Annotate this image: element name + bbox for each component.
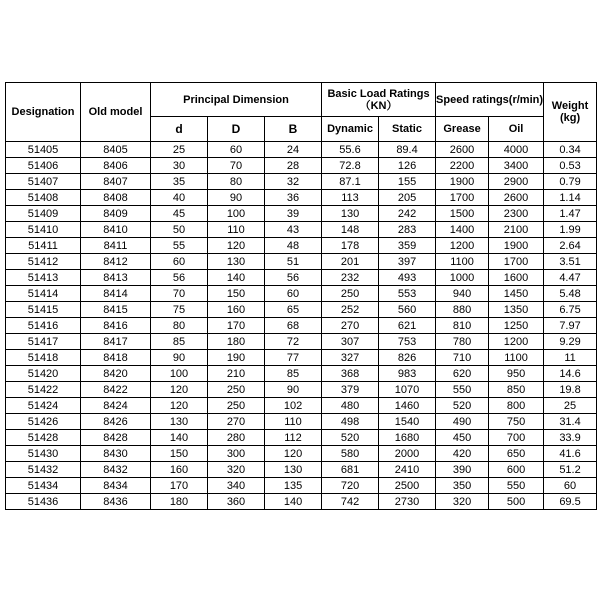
cell-grease: 390 (436, 462, 489, 478)
table-row (6, 286, 597, 302)
cell-static: 553 (379, 286, 436, 302)
cell-designation: 51428 (6, 430, 81, 446)
cell-weight: 4.47 (544, 270, 597, 286)
cell-d: 180 (151, 494, 208, 510)
table-row (6, 254, 597, 270)
bearing-spec-table (5, 82, 597, 510)
cell-B: 36 (265, 190, 322, 206)
cell-grease: 420 (436, 446, 489, 462)
cell-oil: 700 (489, 430, 544, 446)
cell-oil: 1700 (489, 254, 544, 270)
cell-D: 120 (208, 238, 265, 254)
cell-D: 150 (208, 286, 265, 302)
cell-dynamic: 178 (322, 238, 379, 254)
cell-weight: 19.8 (544, 382, 597, 398)
table-row (6, 478, 597, 494)
cell-designation: 51407 (6, 174, 81, 190)
cell-D: 60 (208, 142, 265, 158)
table-row (6, 430, 597, 446)
cell-dynamic: 113 (322, 190, 379, 206)
table-header (6, 83, 597, 142)
cell-old-model: 8414 (81, 286, 151, 302)
cell-weight: 0.34 (544, 142, 597, 158)
table-row (6, 382, 597, 398)
cell-designation: 51411 (6, 238, 81, 254)
cell-D: 90 (208, 190, 265, 206)
cell-dynamic: 681 (322, 462, 379, 478)
header-weight-line1: Weight (551, 100, 589, 112)
cell-B: 32 (265, 174, 322, 190)
cell-weight: 1.99 (544, 222, 597, 238)
cell-designation: 51418 (6, 350, 81, 366)
cell-B: 135 (265, 478, 322, 494)
cell-B: 65 (265, 302, 322, 318)
cell-oil: 1100 (489, 350, 544, 366)
cell-B: 68 (265, 318, 322, 334)
cell-old-model: 8428 (81, 430, 151, 446)
cell-static: 2500 (379, 478, 436, 494)
cell-designation: 51436 (6, 494, 81, 510)
cell-D: 250 (208, 382, 265, 398)
cell-static: 1460 (379, 398, 436, 414)
cell-grease: 1100 (436, 254, 489, 270)
cell-d: 45 (151, 206, 208, 222)
cell-old-model: 8408 (81, 190, 151, 206)
cell-B: 85 (265, 366, 322, 382)
cell-grease: 780 (436, 334, 489, 350)
cell-B: 43 (265, 222, 322, 238)
cell-designation: 51408 (6, 190, 81, 206)
cell-d: 100 (151, 366, 208, 382)
cell-dynamic: 720 (322, 478, 379, 494)
cell-old-model: 8412 (81, 254, 151, 270)
cell-grease: 1500 (436, 206, 489, 222)
cell-D: 280 (208, 430, 265, 446)
cell-D: 70 (208, 158, 265, 174)
cell-d: 56 (151, 270, 208, 286)
cell-d: 130 (151, 414, 208, 430)
cell-old-model: 8420 (81, 366, 151, 382)
cell-D: 110 (208, 222, 265, 238)
cell-old-model: 8432 (81, 462, 151, 478)
cell-D: 160 (208, 302, 265, 318)
header-speed-ratings: Speed ratings(r/min) (436, 83, 544, 117)
table-row (6, 446, 597, 462)
header-oil: Oil (489, 117, 544, 142)
cell-weight: 51.2 (544, 462, 597, 478)
cell-B: 140 (265, 494, 322, 510)
cell-old-model: 8436 (81, 494, 151, 510)
cell-D: 100 (208, 206, 265, 222)
cell-designation: 51409 (6, 206, 81, 222)
cell-D: 130 (208, 254, 265, 270)
cell-oil: 1200 (489, 334, 544, 350)
cell-weight: 25 (544, 398, 597, 414)
cell-B: 102 (265, 398, 322, 414)
header-designation: Designation (6, 83, 81, 142)
cell-d: 85 (151, 334, 208, 350)
cell-B: 72 (265, 334, 322, 350)
cell-old-model: 8418 (81, 350, 151, 366)
table-row (6, 158, 597, 174)
cell-weight: 9.29 (544, 334, 597, 350)
header-row-top (6, 83, 597, 117)
cell-oil: 2600 (489, 190, 544, 206)
cell-dynamic: 148 (322, 222, 379, 238)
cell-dynamic: 307 (322, 334, 379, 350)
cell-old-model: 8434 (81, 478, 151, 494)
cell-static: 560 (379, 302, 436, 318)
cell-B: 60 (265, 286, 322, 302)
cell-weight: 2.64 (544, 238, 597, 254)
cell-dynamic: 498 (322, 414, 379, 430)
cell-weight: 31.4 (544, 414, 597, 430)
cell-dynamic: 580 (322, 446, 379, 462)
cell-B: 110 (265, 414, 322, 430)
cell-designation: 51426 (6, 414, 81, 430)
table-row (6, 414, 597, 430)
cell-d: 120 (151, 382, 208, 398)
cell-dynamic: 252 (322, 302, 379, 318)
cell-grease: 350 (436, 478, 489, 494)
cell-dynamic: 742 (322, 494, 379, 510)
cell-d: 70 (151, 286, 208, 302)
cell-B: 48 (265, 238, 322, 254)
cell-dynamic: 270 (322, 318, 379, 334)
cell-designation: 51415 (6, 302, 81, 318)
table-row (6, 318, 597, 334)
cell-static: 242 (379, 206, 436, 222)
cell-oil: 3400 (489, 158, 544, 174)
cell-grease: 320 (436, 494, 489, 510)
cell-B: 24 (265, 142, 322, 158)
cell-weight: 11 (544, 350, 597, 366)
cell-old-model: 8405 (81, 142, 151, 158)
cell-d: 35 (151, 174, 208, 190)
cell-old-model: 8422 (81, 382, 151, 398)
cell-D: 270 (208, 414, 265, 430)
table-row (6, 206, 597, 222)
table-row (6, 398, 597, 414)
table-row (6, 350, 597, 366)
cell-D: 170 (208, 318, 265, 334)
cell-old-model: 8406 (81, 158, 151, 174)
cell-d: 170 (151, 478, 208, 494)
cell-weight: 1.14 (544, 190, 597, 206)
header-old-model: Old model (81, 83, 151, 142)
table-row (6, 302, 597, 318)
table-row (6, 494, 597, 510)
cell-dynamic: 72.8 (322, 158, 379, 174)
cell-B: 51 (265, 254, 322, 270)
cell-weight: 60 (544, 478, 597, 494)
cell-static: 621 (379, 318, 436, 334)
cell-grease: 1200 (436, 238, 489, 254)
table-row (6, 174, 597, 190)
cell-oil: 4000 (489, 142, 544, 158)
cell-designation: 51424 (6, 398, 81, 414)
cell-grease: 1400 (436, 222, 489, 238)
header-basic-load-ratings-unit: （KN） (359, 99, 398, 112)
cell-designation: 51405 (6, 142, 81, 158)
cell-oil: 850 (489, 382, 544, 398)
cell-D: 190 (208, 350, 265, 366)
header-basic-load-ratings-line1: Basic Load Ratings (327, 87, 430, 100)
cell-designation: 51432 (6, 462, 81, 478)
cell-dynamic: 480 (322, 398, 379, 414)
cell-static: 126 (379, 158, 436, 174)
cell-weight: 0.79 (544, 174, 597, 190)
cell-static: 826 (379, 350, 436, 366)
cell-old-model: 8417 (81, 334, 151, 350)
cell-D: 180 (208, 334, 265, 350)
cell-B: 28 (265, 158, 322, 174)
cell-D: 210 (208, 366, 265, 382)
cell-static: 397 (379, 254, 436, 270)
cell-d: 40 (151, 190, 208, 206)
cell-d: 60 (151, 254, 208, 270)
cell-designation: 51434 (6, 478, 81, 494)
cell-grease: 710 (436, 350, 489, 366)
cell-designation: 51414 (6, 286, 81, 302)
cell-old-model: 8426 (81, 414, 151, 430)
header-dynamic: Dynamic (322, 117, 379, 142)
cell-d: 30 (151, 158, 208, 174)
cell-d: 120 (151, 398, 208, 414)
header-weight (544, 83, 597, 142)
cell-designation: 51430 (6, 446, 81, 462)
cell-designation: 51416 (6, 318, 81, 334)
table-row (6, 238, 597, 254)
table-row (6, 190, 597, 206)
cell-static: 205 (379, 190, 436, 206)
cell-weight: 6.75 (544, 302, 597, 318)
cell-D: 300 (208, 446, 265, 462)
cell-oil: 1900 (489, 238, 544, 254)
cell-oil: 650 (489, 446, 544, 462)
cell-dynamic: 201 (322, 254, 379, 270)
cell-oil: 600 (489, 462, 544, 478)
cell-dynamic: 55.6 (322, 142, 379, 158)
cell-oil: 950 (489, 366, 544, 382)
cell-grease: 1000 (436, 270, 489, 286)
cell-static: 283 (379, 222, 436, 238)
cell-D: 340 (208, 478, 265, 494)
cell-static: 2000 (379, 446, 436, 462)
header-D: D (208, 117, 265, 142)
table-row (6, 222, 597, 238)
cell-oil: 800 (489, 398, 544, 414)
cell-D: 250 (208, 398, 265, 414)
cell-grease: 450 (436, 430, 489, 446)
cell-grease: 550 (436, 382, 489, 398)
cell-grease: 520 (436, 398, 489, 414)
cell-B: 39 (265, 206, 322, 222)
cell-grease: 1700 (436, 190, 489, 206)
cell-d: 75 (151, 302, 208, 318)
cell-grease: 940 (436, 286, 489, 302)
cell-d: 160 (151, 462, 208, 478)
cell-B: 56 (265, 270, 322, 286)
cell-B: 112 (265, 430, 322, 446)
cell-oil: 1350 (489, 302, 544, 318)
cell-weight: 0.53 (544, 158, 597, 174)
cell-oil: 2300 (489, 206, 544, 222)
cell-old-model: 8410 (81, 222, 151, 238)
cell-weight: 3.51 (544, 254, 597, 270)
table-row (6, 366, 597, 382)
cell-dynamic: 87.1 (322, 174, 379, 190)
cell-static: 1540 (379, 414, 436, 430)
cell-grease: 620 (436, 366, 489, 382)
cell-oil: 1600 (489, 270, 544, 286)
header-d: d (151, 117, 208, 142)
cell-oil: 550 (489, 478, 544, 494)
cell-grease: 2600 (436, 142, 489, 158)
cell-designation: 51406 (6, 158, 81, 174)
cell-dynamic: 368 (322, 366, 379, 382)
cell-d: 150 (151, 446, 208, 462)
cell-dynamic: 520 (322, 430, 379, 446)
cell-designation: 51422 (6, 382, 81, 398)
cell-D: 140 (208, 270, 265, 286)
cell-weight: 5.48 (544, 286, 597, 302)
cell-static: 155 (379, 174, 436, 190)
cell-d: 50 (151, 222, 208, 238)
cell-old-model: 8430 (81, 446, 151, 462)
header-grease: Grease (436, 117, 489, 142)
cell-dynamic: 250 (322, 286, 379, 302)
cell-oil: 500 (489, 494, 544, 510)
header-principal-dimension: Principal Dimension (151, 83, 322, 117)
cell-static: 359 (379, 238, 436, 254)
cell-dynamic: 232 (322, 270, 379, 286)
cell-oil: 1250 (489, 318, 544, 334)
cell-old-model: 8411 (81, 238, 151, 254)
cell-dynamic: 130 (322, 206, 379, 222)
cell-old-model: 8415 (81, 302, 151, 318)
table-body (6, 142, 597, 510)
cell-old-model: 8416 (81, 318, 151, 334)
cell-B: 77 (265, 350, 322, 366)
header-B: B (265, 117, 322, 142)
table-row (6, 142, 597, 158)
table-row (6, 270, 597, 286)
cell-weight: 7.97 (544, 318, 597, 334)
cell-B: 130 (265, 462, 322, 478)
cell-oil: 2900 (489, 174, 544, 190)
header-basic-load-ratings (322, 83, 436, 117)
cell-grease: 2200 (436, 158, 489, 174)
cell-dynamic: 379 (322, 382, 379, 398)
cell-oil: 1450 (489, 286, 544, 302)
cell-old-model: 8424 (81, 398, 151, 414)
cell-static: 753 (379, 334, 436, 350)
cell-D: 320 (208, 462, 265, 478)
header-weight-unit: (kg) (559, 112, 581, 124)
cell-weight: 69.5 (544, 494, 597, 510)
cell-d: 140 (151, 430, 208, 446)
cell-static: 1070 (379, 382, 436, 398)
cell-static: 1680 (379, 430, 436, 446)
cell-static: 2730 (379, 494, 436, 510)
cell-grease: 1900 (436, 174, 489, 190)
cell-D: 80 (208, 174, 265, 190)
cell-grease: 810 (436, 318, 489, 334)
cell-dynamic: 327 (322, 350, 379, 366)
cell-B: 120 (265, 446, 322, 462)
cell-weight: 1.47 (544, 206, 597, 222)
cell-B: 90 (265, 382, 322, 398)
cell-grease: 880 (436, 302, 489, 318)
cell-static: 983 (379, 366, 436, 382)
cell-designation: 51412 (6, 254, 81, 270)
cell-weight: 41.6 (544, 446, 597, 462)
cell-d: 80 (151, 318, 208, 334)
cell-static: 2410 (379, 462, 436, 478)
cell-static: 89.4 (379, 142, 436, 158)
cell-designation: 51413 (6, 270, 81, 286)
table-row (6, 462, 597, 478)
cell-d: 55 (151, 238, 208, 254)
cell-designation: 51410 (6, 222, 81, 238)
cell-d: 25 (151, 142, 208, 158)
cell-old-model: 8407 (81, 174, 151, 190)
cell-designation: 51417 (6, 334, 81, 350)
cell-designation: 51420 (6, 366, 81, 382)
cell-D: 360 (208, 494, 265, 510)
cell-d: 90 (151, 350, 208, 366)
cell-oil: 2100 (489, 222, 544, 238)
cell-oil: 750 (489, 414, 544, 430)
cell-weight: 14.6 (544, 366, 597, 382)
cell-grease: 490 (436, 414, 489, 430)
table-row (6, 334, 597, 350)
cell-weight: 33.9 (544, 430, 597, 446)
cell-old-model: 8413 (81, 270, 151, 286)
cell-old-model: 8409 (81, 206, 151, 222)
header-static: Static (379, 117, 436, 142)
cell-static: 493 (379, 270, 436, 286)
